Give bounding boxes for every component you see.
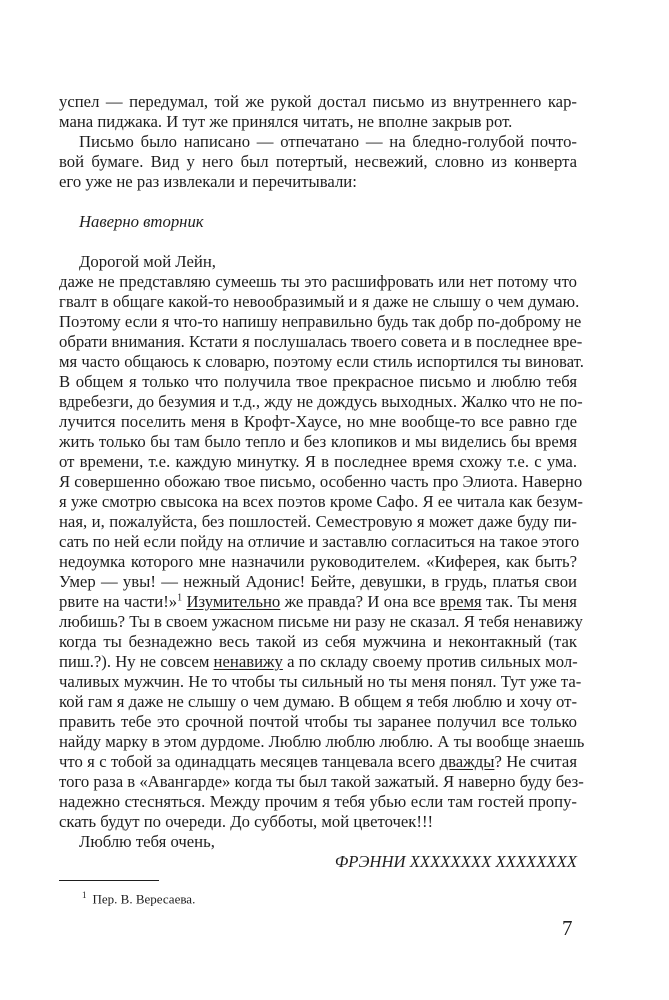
- letter-line: я уже смотрю свысока на всех поэтов кроме Сафо. Я ее читала как безум-: [59, 492, 583, 511]
- letter-line: скать будут по очереди. До субботы, мой цветочек!!!: [59, 812, 434, 831]
- letter-signature: ФРЭННИ ХХХХХХХХ ХХХХХХХХ: [334, 852, 577, 871]
- letter-line: сать по ней если пойду на отличие и заставлю согласиться на такое этого: [59, 532, 580, 551]
- letter-line: [59, 592, 577, 612]
- underlined-word: Изумительно: [186, 592, 281, 611]
- footnote-ref: 1: [177, 592, 183, 604]
- footnote: [82, 886, 195, 908]
- letter-text: рвите на части!»: [59, 592, 178, 611]
- letter-closing: Люблю тебя очень,: [79, 832, 215, 851]
- footnote-divider: [59, 880, 159, 881]
- text-line: Письмо было написано — отпечатано — на бледно-голубой почто-: [79, 132, 577, 151]
- underlined-word: ненавижу: [213, 652, 283, 671]
- letter-line: ная, и, пожалуйста, без пошлостей. Семестровую я может даже буду пи-: [59, 512, 577, 531]
- page-number: 7: [562, 916, 573, 940]
- letter-line: надежно стесняться. Между прочим я тебя убью если там гостей пропу-: [59, 792, 577, 811]
- text-line: его уже не раз извлекали и перечитывали:: [59, 172, 357, 191]
- letter-line: [59, 652, 577, 672]
- letter-text: а по складу своему против сильных мол-: [287, 652, 578, 671]
- letter-line: вдребезги, до безумия и т.д., жду не дождусь выходных. Жалко что не по-: [59, 392, 583, 411]
- letter-line: жить только бы там было тепло и без клопиков и мы виделись бы время: [59, 432, 577, 451]
- letter-line: от времени, т.е. каждую минутку. Я в последнее время схожу т.е. с ума.: [59, 452, 577, 471]
- letter-line: В общем я только что получила твое прекрасное письмо и люблю тебя: [59, 372, 577, 391]
- letter-line: недоумка которого мне назначили руководителем. «Киферея, как быть?: [59, 552, 577, 571]
- letter-text: ? Не считая: [494, 752, 578, 771]
- letter-text: так. Ты меня: [486, 592, 577, 611]
- text-line: вой бумаге. Вид у него был потертый, несвежий, словно из конверта: [59, 152, 577, 171]
- letter-line: гвалт в общаге какой-то невообразимый и я даже не слышу о чем думаю.: [59, 292, 580, 311]
- letter-line: найду марку в этом дурдоме. Люблю люблю люблю. А ты вообще знаешь: [59, 732, 585, 751]
- text-line: мана пиджака. И тут же принялся читать, не вполне закрыв рот.: [59, 112, 513, 131]
- letter-line: чаливых мужчин. Не то чтобы ты сильный но ты меня понял. Тут уже та-: [59, 672, 582, 691]
- letter-line: Я совершенно обожаю твое письмо, особенно часть про Элиота. Наверно: [59, 472, 583, 491]
- letter-line: лучится поселить меня в Крофт-Хаусе, но мне вообще-то все равно где: [59, 412, 577, 431]
- letter-line: любишь? Ты в своем ужасном письме ни разу не сказал. Я тебя ненавижу: [59, 612, 583, 631]
- letter-dateline: Наверно вторник: [79, 212, 204, 231]
- letter-salutation: Дорогой мой Лейн,: [79, 252, 216, 271]
- text-line: успел — передумал, той же рукой достал письмо из внутреннего кар-: [59, 92, 577, 111]
- letter-text: же правда? И она все: [284, 592, 436, 611]
- letter-line: Поэтому если я что-то напишу неправильно будь так добр по-доброму не: [59, 312, 582, 331]
- underlined-word: время: [439, 592, 482, 611]
- letter-line: даже не представляю сумеешь ты это расшифровать или нет потому что: [59, 272, 577, 291]
- letter-line: мя часто общаюсь к словарю, поэтому если стиль испортился ты виноват.: [59, 352, 584, 371]
- footnote-marker: 1: [82, 890, 87, 900]
- letter-line: обрати внимания. Кстати я послушалась твоего совета и в последнее вре-: [59, 332, 583, 351]
- letter-text: пиш.?). Ну не совсем: [59, 652, 210, 671]
- letter-line: когда ты безнадежно весь такой из себя мужчина и неконтакный (так: [59, 632, 577, 651]
- letter-line: править тебе это срочной почтой чтобы ты заранее получил все только: [59, 712, 577, 731]
- letter-line: того раза в «Авангарде» когда ты был такой зажатый. Я наверно буду без-: [59, 772, 584, 791]
- letter-line: Умер — увы! — нежный Адонис! Бейте, девушки, в грудь, платья свои: [59, 572, 577, 591]
- footnote-text: Пер. В. Вересаева.: [92, 891, 196, 907]
- letter-text: что я с тобой за одинадцать месяцев танцевала всего: [59, 752, 436, 771]
- letter-line: [59, 752, 577, 772]
- underlined-word: дважды: [439, 752, 495, 771]
- letter-line: кой гам я даже не слышу о чем думаю. В общем я тебя люблю и хочу от-: [59, 692, 577, 711]
